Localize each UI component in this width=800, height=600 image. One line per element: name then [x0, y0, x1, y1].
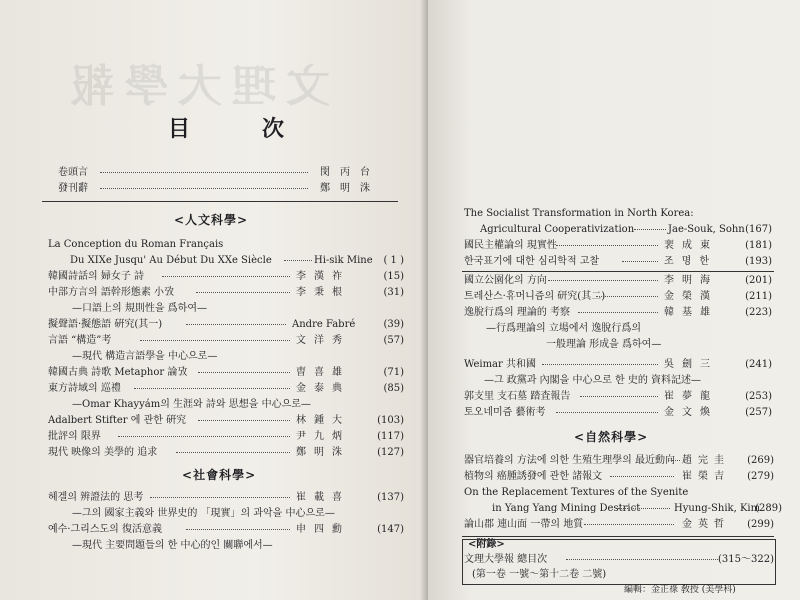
entry-title: 論山郡 連山面 一帶의 地質	[464, 519, 584, 530]
entry-author: 吳劍三	[664, 359, 718, 370]
dot-leader	[672, 460, 680, 461]
section-heading-text: 社會科學	[193, 468, 246, 482]
dot-leader	[556, 412, 658, 413]
entry-subtitle: —現代 主要問題들의 한 中心的인 關聯에서—	[72, 540, 273, 551]
entry-author: 崔載喜	[296, 492, 350, 503]
entry-subtitle: —現代 構造言語學을 中心으로—	[72, 351, 218, 362]
dot-leader	[176, 452, 290, 453]
entry-title-line1: The Socialist Transformation in North Korea:	[464, 208, 694, 219]
entry-page: (299)	[747, 519, 774, 530]
toc-entry[interactable]	[428, 357, 800, 373]
toc-entry[interactable]	[0, 381, 428, 397]
entry-title: 國立公園化의 方向	[464, 275, 547, 286]
toc-entry[interactable]	[428, 501, 800, 517]
toc-entry[interactable]	[428, 222, 800, 238]
toc-title-char-2: 次	[262, 116, 287, 142]
entry-title: 한국표기에 대한 심리학적 고찰	[464, 256, 600, 267]
entry-title: 예수·그리스도의 復活意義	[48, 524, 162, 535]
dot-leader	[584, 524, 674, 525]
entry-title-line1: La Conception du Roman Français	[48, 239, 224, 250]
entry-title: 헤겔의 辨證法的 思考	[48, 492, 144, 503]
entry-title: 擬聲語·擬態語 硏究(其一)	[48, 319, 163, 330]
entry-author: 金英哲	[682, 519, 730, 530]
entry-author: Hyung-Shik, Kim	[674, 503, 761, 514]
entry-title: Adalbert Stifter 에 관한 硏究	[48, 415, 187, 426]
entry-page: (57)	[383, 335, 404, 346]
entry-page: (253)	[745, 391, 772, 402]
entry-page: (193)	[745, 256, 772, 267]
entry-page: (181)	[745, 240, 772, 251]
right-page	[428, 0, 800, 600]
entry-title: 國民主權論의 現實性	[464, 240, 557, 251]
entry-title: 現代 映像의 美學的 追求	[48, 447, 158, 458]
entry-author: 金泰典	[296, 383, 350, 394]
toc-entry[interactable]	[0, 317, 428, 333]
entry-page: (201)	[745, 275, 772, 286]
dot-leader	[284, 260, 312, 261]
entry-author: 李秉根	[296, 287, 350, 298]
entry-page: (223)	[745, 307, 772, 318]
entry-title: Du XIXe Jusqu' Au Début Du XXe Siècle	[70, 255, 272, 266]
section-heading-social: <社會科學>	[182, 468, 257, 482]
entry-author: 鄭明洙	[296, 447, 350, 458]
entry-title: 言語 “構造”考	[48, 335, 112, 346]
toc-entry-preface[interactable]	[0, 165, 428, 181]
toc-entry[interactable]	[428, 517, 800, 533]
dot-leader	[556, 245, 658, 246]
entry-author: 申四勳	[296, 524, 350, 535]
entry-page: (137)	[377, 492, 404, 503]
entry-author: 林鍾大	[296, 415, 350, 426]
entry-title: Weimar 共和國	[464, 359, 536, 370]
entry-author: 韓基雄	[664, 307, 718, 318]
toc-entry[interactable]	[428, 273, 800, 289]
toc-entry[interactable]	[428, 289, 800, 305]
entry-author: 閔丙台	[320, 167, 380, 178]
entry-page: (31)	[383, 287, 404, 298]
toc-title-char-1: 目	[168, 116, 193, 142]
section-heading-appendix: <附錄>	[468, 539, 505, 550]
entry-subtitle: 一般理論 形成을 爲하여—	[546, 339, 662, 350]
entry-title-line1: On the Replacement Textures of the Syenite	[464, 487, 689, 498]
section-heading-natural: <自然科學>	[574, 430, 649, 444]
dot-leader	[186, 324, 286, 325]
dot-leader	[610, 476, 674, 477]
entry-page: (315～322)	[718, 554, 774, 565]
dot-leader	[198, 372, 290, 373]
entry-title: 韓國古典 詩歌 Metaphor 論攷	[48, 367, 188, 378]
section-heading-humanities: <人文科學>	[174, 213, 249, 227]
dot-leader	[580, 396, 658, 397]
dot-leader	[150, 497, 290, 498]
entry-title: 批評의 限界	[48, 431, 101, 442]
divider-rule	[462, 271, 774, 272]
entry-author: 尹九炳	[296, 431, 350, 442]
toc-entry[interactable]	[428, 453, 800, 469]
dot-leader	[186, 529, 290, 530]
entry-page: (39)	[383, 319, 404, 330]
toc-entry[interactable]	[428, 305, 800, 321]
dot-leader	[542, 364, 658, 365]
dot-leader	[578, 312, 658, 313]
entry-title: Agricultural Cooperativization	[480, 224, 635, 235]
dot-leader	[618, 508, 670, 509]
toc-entry[interactable]	[428, 389, 800, 405]
entry-page: (289)	[755, 503, 782, 514]
entry-author: 李漢祚	[296, 271, 350, 282]
toc-entry[interactable]	[428, 238, 800, 254]
entry-title: 토오네미즘 藝術考	[464, 407, 546, 418]
entry-title: in Yang Yang Mining Destrict	[492, 503, 641, 514]
dot-leader	[622, 261, 658, 262]
toc-entry[interactable]	[0, 522, 428, 538]
dot-leader	[140, 340, 290, 341]
entry-title: 植物의 癌腫誘發에 관한 諸報文	[464, 471, 603, 482]
dot-leader	[100, 188, 308, 189]
entry-subtitle: —口語上의 規則性을 爲하여—	[72, 303, 207, 314]
entry-subtitle: (第一卷 一號～第十二卷 二號)	[472, 569, 607, 580]
toc-entry[interactable]	[0, 253, 428, 269]
toc-entry[interactable]	[0, 429, 428, 445]
entry-title: 東方詩域의 巡禮	[48, 383, 121, 394]
entry-title: 트레산스·휴머니즘의 研究(其二)	[464, 291, 606, 302]
entry-author: 趙完圭	[682, 455, 730, 466]
entry-title: 郭支里 支石墓 踏査報告	[464, 391, 571, 402]
entry-author: 裵成東	[664, 240, 718, 251]
entry-subtitle: —行爲理論의 立場에서 逸脫行爲의	[486, 323, 641, 334]
entry-author: Jae-Souk, Sohn	[668, 224, 745, 235]
entry-page: (147)	[377, 524, 404, 535]
entry-title: 中部方言의 語幹形態素 小攷	[48, 287, 175, 298]
toc-entry[interactable]	[0, 365, 428, 381]
entry-author: 文洋秀	[296, 335, 350, 346]
toc-entry[interactable]	[428, 254, 800, 270]
entry-page: (15)	[383, 271, 404, 282]
entry-subtitle: —그의 國家主義와 世界史的 「現實」의 과악을 中心으로—	[72, 508, 335, 519]
entry-author: 曺喜雄	[296, 367, 350, 378]
entry-title: 卷頭言	[58, 167, 88, 178]
toc-entry-foreword[interactable]	[0, 181, 428, 197]
entry-author: 李明海	[664, 275, 718, 286]
entry-page: (127)	[377, 447, 404, 458]
bleed-through-text: 文理大學報	[60, 61, 330, 112]
dot-leader	[596, 296, 658, 297]
entry-subtitle: —그 政黨과 內閣을 中心으로 한 史的 資料記述—	[484, 375, 702, 386]
entry-subtitle: —Omar Khayyám의 生涯와 詩와 思想을 中心으로—	[72, 399, 311, 410]
entry-page: (269)	[747, 455, 774, 466]
toc-entry[interactable]	[0, 490, 428, 506]
entry-title: 韓國詩話의 婦女子 詩	[48, 271, 145, 282]
dot-leader	[100, 172, 308, 173]
entry-author: 崔夢龍	[664, 391, 718, 402]
entry-author: 조명한	[664, 256, 717, 267]
dot-leader	[134, 388, 290, 389]
entry-page: (167)	[745, 224, 772, 235]
entry-title: 文理大學報 總目次	[464, 554, 548, 565]
entry-page: (211)	[745, 291, 772, 302]
entry-page: (241)	[745, 359, 772, 370]
entry-author: 鄭明洙	[320, 183, 380, 194]
entry-page: ( 1 )	[383, 255, 404, 266]
entry-page: (103)	[377, 415, 404, 426]
editor-credit: 編輯：金正祿 敎授 (美學科)	[624, 585, 736, 595]
entry-author: 金榮漢	[664, 291, 718, 302]
toc-entry[interactable]	[0, 285, 428, 301]
entry-title: 器官培養의 方法에 의한 生殖生理學의 最近動向	[464, 455, 676, 466]
toc-entry[interactable]	[428, 469, 800, 485]
dot-leader	[162, 276, 290, 277]
entry-author: Hi-sik Mine	[314, 255, 373, 266]
dot-leader	[198, 420, 290, 421]
toc-entry[interactable]	[0, 413, 428, 429]
entry-author: 崔榮吉	[682, 471, 730, 482]
entry-page: (85)	[383, 383, 404, 394]
entry-author: 金文煥	[664, 407, 718, 418]
entry-title: 逸脫行爲의 理論的 考察	[464, 307, 571, 318]
entry-page: (279)	[747, 471, 774, 482]
toc-entry[interactable]	[428, 405, 800, 421]
appendix-box	[462, 539, 776, 585]
toc-entry[interactable]	[0, 333, 428, 349]
dot-leader	[634, 229, 666, 230]
divider-rule	[462, 536, 774, 537]
dot-leader	[196, 292, 290, 293]
entry-author: Andre Fabré	[292, 319, 356, 330]
dot-leader	[118, 436, 290, 437]
entry-page: (71)	[383, 367, 404, 378]
divider-rule	[42, 201, 398, 202]
entry-page: (257)	[745, 407, 772, 418]
toc-entry[interactable]	[0, 445, 428, 461]
dot-leader	[548, 280, 658, 281]
entry-page: (117)	[377, 431, 404, 442]
section-heading-text: 自然科學	[585, 430, 638, 444]
toc-entry[interactable]	[0, 269, 428, 285]
entry-title: 發刊辭	[58, 183, 88, 194]
